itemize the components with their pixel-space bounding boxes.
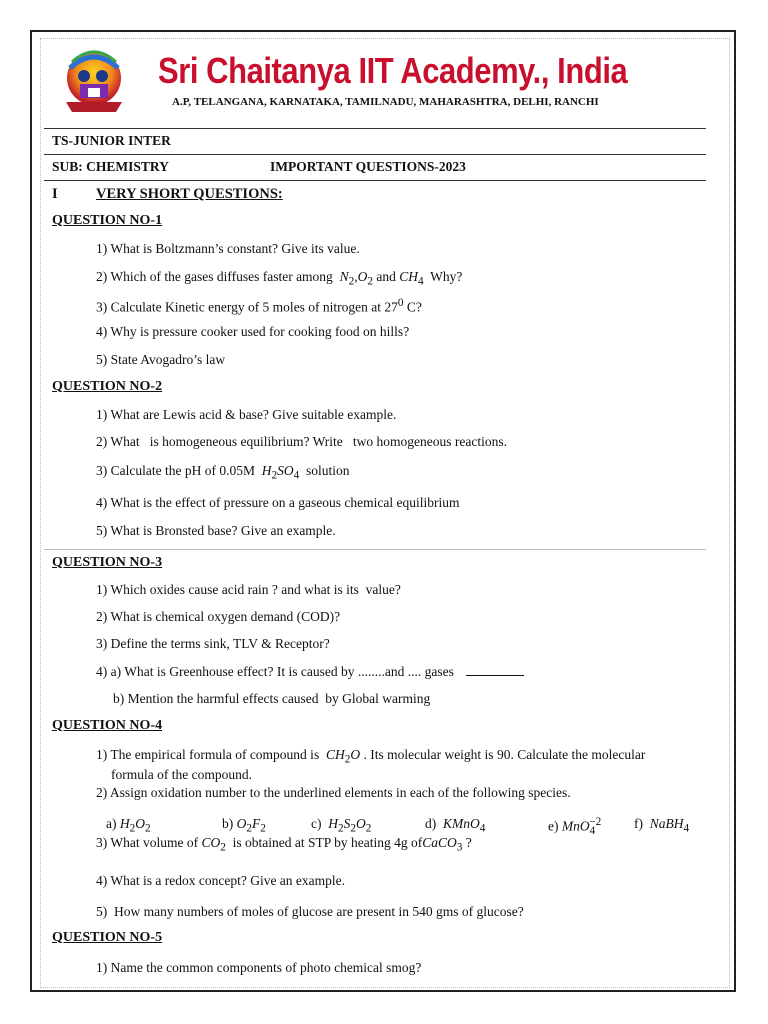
species-f: f) NaBH$_4$ (634, 816, 690, 835)
q4-item-3: 3) What volume of $CO_2$ is obtained at STP by heating 4g ofCaCO$_3$ ? (96, 835, 472, 854)
academy-logo-icon (58, 46, 130, 118)
q4-item-1: 1) The empirical formula of compound is $CH_2O$ . Its molecular weight is 90. Calculate the molecular (96, 747, 646, 766)
q4-item-1-cont: formula of the compound. (111, 767, 252, 782)
species-b: b) $O_2F_2$ (222, 816, 266, 835)
question-5-heading: QUESTION NO-5 (52, 930, 163, 945)
q1-item-4: 4) Why is pressure cooker used for cooking food on hills? (96, 324, 410, 339)
species-e: e) MnO$_4^{-2}$ (548, 816, 602, 838)
course-label: TS-JUNIOR INTER (52, 133, 171, 148)
subject-label: SUB: CHEMISTRY (52, 159, 169, 174)
divider (44, 180, 706, 181)
question-2-heading: QUESTION NO-2 (52, 379, 163, 394)
academy-name: Sri Chaitanya IIT Academy., India (158, 50, 628, 91)
q5-item-1: 1) Name the common components of photo chemical smog? (96, 960, 422, 975)
q3-item-1: 1) Which oxides cause acid rain ? and what is its value? (96, 582, 401, 597)
header-divider (44, 128, 706, 129)
q3-item-4: 4) a) What is Greenhouse effect? It is caused by ........and .... gases (96, 664, 524, 680)
paper-title: IMPORTANT QUESTIONS-2023 (270, 159, 466, 174)
q1-item-5: 5) State Avogadro’s law (96, 352, 226, 367)
q3-item-2: 2) What is chemical oxygen demand (COD)? (96, 609, 341, 624)
section-title: VERY SHORT QUESTIONS: (96, 186, 283, 202)
q3-item-4b: b) Mention the harmful effects caused by Global warming (113, 691, 431, 706)
q4-item-4: 4) What is a redox concept? Give an example. (96, 873, 346, 888)
section-number: I (52, 186, 58, 202)
q1-item-2: 2) Which of the gases diffuses faster among $N_2,O_2$ and $CH_4$ Why? (96, 269, 463, 288)
q2-item-4: 4) What is the effect of pressure on a gaseous chemical equilibrium (96, 495, 460, 510)
states-line: A.P, TELANGANA, KARNATAKA, TAMILNADU, MAHARASHTRA, DELHI, RANCHI (172, 96, 599, 108)
q2-item-1: 1) What are Lewis acid & base? Give suitable example. (96, 407, 397, 422)
q3-item-3: 3) Define the terms sink, TLV & Receptor? (96, 636, 330, 651)
q4-item-2: 2) Assign oxidation number to the underlined elements in each of the following species. (96, 785, 571, 800)
question-1-heading: QUESTION NO-1 (52, 213, 163, 228)
divider (44, 154, 706, 155)
divider (44, 549, 706, 550)
q1-item-3: 3) Calculate Kinetic energy of 5 moles of nitrogen at $27^0$ C? (96, 297, 422, 315)
answer-blank (466, 675, 524, 676)
species-d: d) KMnO$_4$ (425, 816, 486, 835)
q1-item-1: 1) What is Boltzmann’s constant? Give its value. (96, 241, 360, 256)
q2-item-5: 5) What is Bronsted base? Give an example. (96, 523, 336, 538)
q2-item-2: 2) What is homogeneous equilibrium? Write two homogeneous reactions. (96, 434, 507, 449)
species-a: a) $H_2O_2$ (106, 816, 151, 835)
q4-item-5: 5) How many numbers of moles of glucose are present in 540 gms of glucose? (96, 904, 524, 919)
question-4-heading: QUESTION NO-4 (52, 718, 163, 733)
q2-item-3: 3) Calculate the pH of 0.05M $H_2SO_4$ solution (96, 463, 350, 482)
question-3-heading: QUESTION NO-3 (52, 555, 163, 570)
species-c: c) $H_2S_2O_2$ (311, 816, 372, 835)
